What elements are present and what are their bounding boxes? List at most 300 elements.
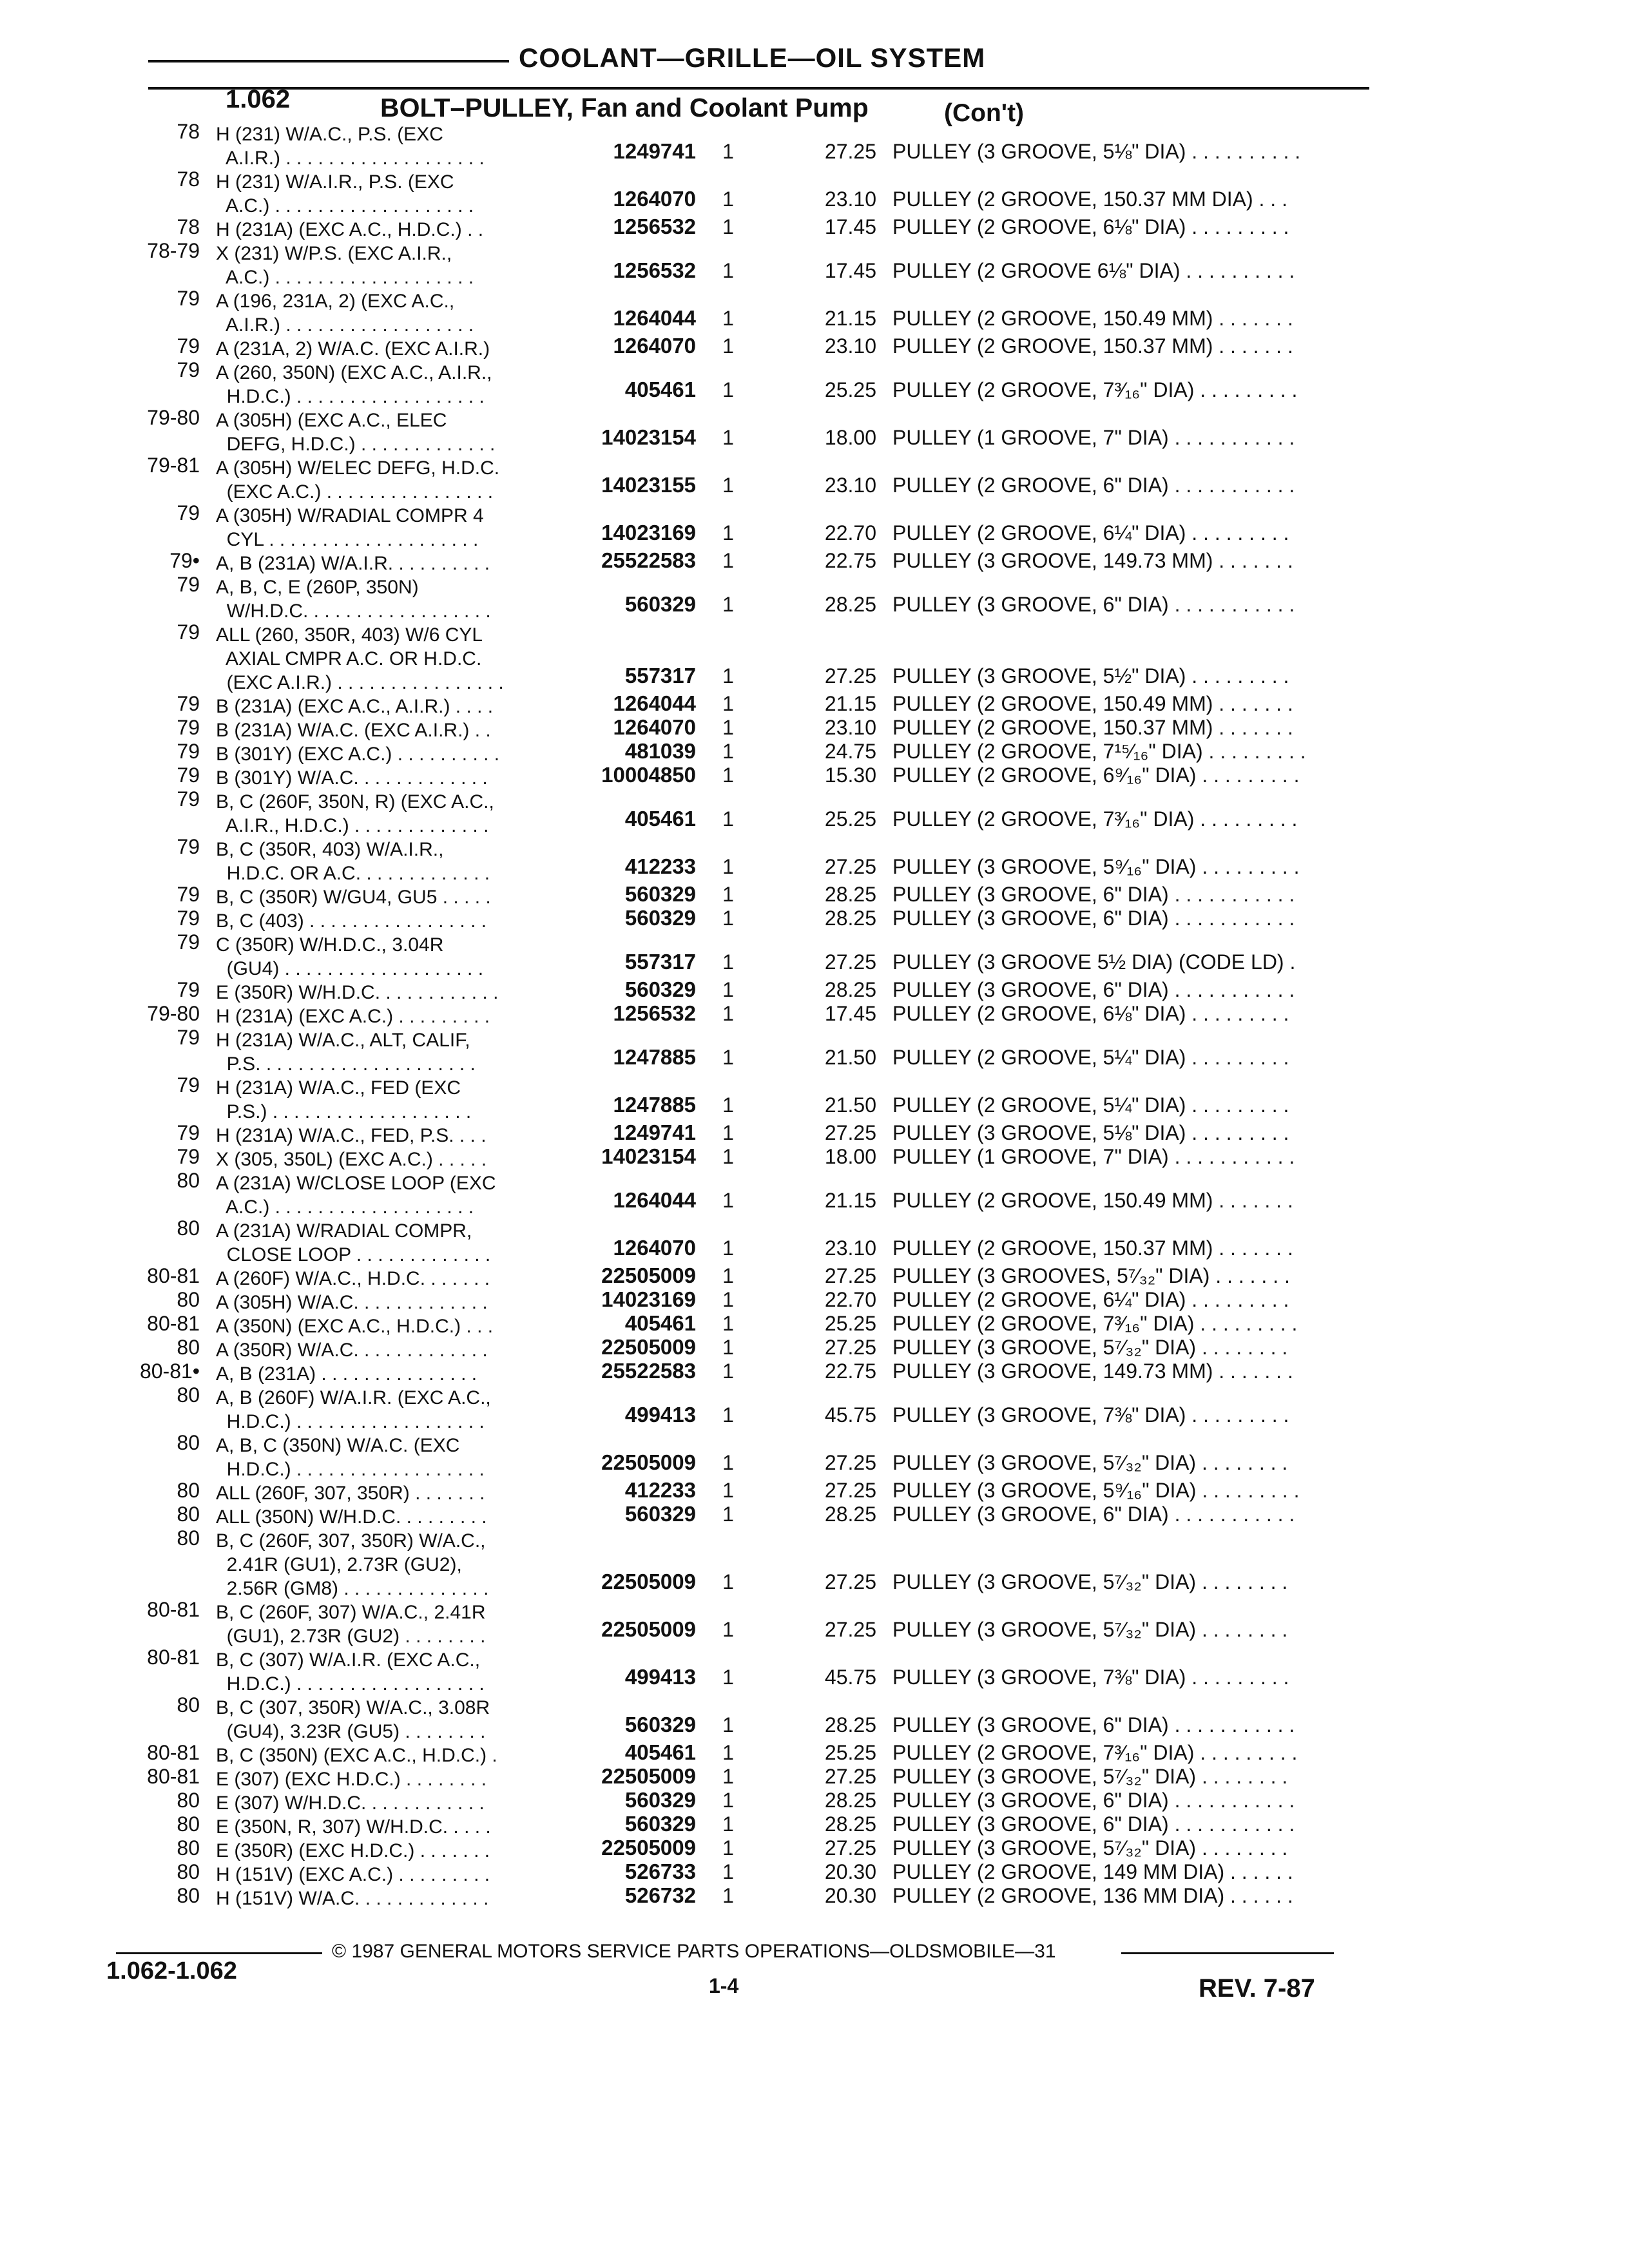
row-price: 27.25: [824, 1264, 876, 1287]
row-years: 79: [177, 930, 200, 954]
row-part-number: 1264070: [613, 187, 696, 211]
parts-row: [0, 1884, 1629, 1908]
row-part-number: 1264044: [613, 1188, 696, 1212]
row-price: 17.45: [824, 215, 876, 238]
row-application: E (307) (EXC H.D.C.) . . . . . . . .: [216, 1769, 487, 1790]
parts-row: [0, 1479, 1629, 1503]
page-title: COOLANT—GRILLE—OIL SYSTEM: [519, 43, 986, 73]
row-price: 21.15: [824, 1189, 876, 1212]
row-years: 79: [177, 1121, 200, 1144]
row-years: 80: [177, 1693, 200, 1716]
row-price: 25.25: [824, 1312, 876, 1335]
row-price: 23.10: [824, 474, 876, 497]
row-part-name: PULLEY (3 GROOVE, 5⅛" DIA) . . . . . . . . .: [892, 1121, 1289, 1144]
parts-row: [0, 1312, 1629, 1336]
row-part-number: 405461: [624, 1740, 696, 1764]
row-years: 79: [177, 835, 200, 858]
row-price: 45.75: [824, 1666, 876, 1689]
row-quantity: 1: [722, 549, 734, 572]
row-quantity: 1: [722, 1121, 734, 1144]
row-quantity: 1: [722, 1618, 734, 1641]
parts-row: [0, 740, 1629, 764]
row-application: H (231A) W/A.C., ALT, CALIF, P.S. . . . . . . . . . . . . . . . . . . . .: [216, 1030, 476, 1075]
row-part-name: PULLEY (3 GROOVE, 5½" DIA) . . . . . . . . .: [892, 664, 1289, 687]
row-quantity: 1: [722, 259, 734, 282]
row-quantity: 1: [722, 740, 734, 763]
parts-row: [0, 835, 1629, 883]
parts-row: [0, 358, 1629, 406]
row-years: 80: [177, 1789, 200, 1812]
row-part-name: PULLEY (2 GROOVE, 5¼" DIA) . . . . . . . . .: [892, 1046, 1289, 1069]
row-years: 80: [177, 1431, 200, 1454]
row-quantity: 1: [722, 664, 734, 687]
row-application: B, C (307, 350R) W/A.C., 3.08R (GU4), 3.23R (GU5) . . . . . . . .: [216, 1697, 490, 1742]
row-years: 80-81•: [139, 1360, 200, 1383]
row-quantity: 1: [722, 692, 734, 715]
row-years: 80: [177, 1383, 200, 1407]
row-part-name: PULLEY (2 GROOVE, 6¼" DIA) . . . . . . . . .: [892, 521, 1289, 544]
row-part-number: 481039: [624, 739, 696, 763]
row-quantity: 1: [722, 1479, 734, 1502]
row-years: 80: [177, 1216, 200, 1240]
row-application: A (350N) (EXC A.C., H.D.C.) . . .: [216, 1316, 494, 1337]
row-years: 80-81: [147, 1765, 200, 1788]
row-price: 22.75: [824, 1360, 876, 1383]
row-years: 79-80: [147, 406, 200, 429]
row-price: 21.15: [824, 692, 876, 715]
row-quantity: 1: [722, 1046, 734, 1069]
section-continued-label: (Con't): [944, 99, 1025, 127]
row-application: H (231A) W/A.C., FED (EXC P.S.) . . . . . . . . . . . . . . . . . . .: [216, 1077, 472, 1122]
row-application: E (350N, R, 307) W/H.D.C. . . . .: [216, 1816, 491, 1838]
row-part-name: PULLEY (3 GROOVE, 6" DIA) . . . . . . . . . . .: [892, 907, 1295, 930]
row-years: 79: [177, 1073, 200, 1097]
row-years: 79: [177, 573, 200, 596]
row-application: H (151V) W/A.C. . . . . . . . . . . . .: [216, 1888, 489, 1909]
parts-row: [0, 1789, 1629, 1812]
row-application: B, C (350R, 403) W/A.I.R., H.D.C. OR A.C. . . . . . . . . . . . .: [216, 839, 490, 884]
row-part-name: PULLEY (2 GROOVE, 149 MM DIA) . . . . . .: [892, 1860, 1293, 1883]
row-quantity: 1: [722, 1360, 734, 1383]
row-price: 21.15: [824, 307, 876, 330]
row-application: E (307) W/H.D.C. . . . . . . . . . . .: [216, 1792, 485, 1814]
row-application: A, B (260F) W/A.I.R. (EXC A.C., H.D.C.) . . . . . . . . . . . . . . . . . .: [216, 1387, 491, 1432]
row-years: 80: [177, 1812, 200, 1836]
row-part-name: PULLEY (3 GROOVE, 6" DIA) . . . . . . . . . . .: [892, 978, 1295, 1001]
parts-row: [0, 883, 1629, 907]
row-quantity: 1: [722, 855, 734, 878]
row-part-number: 25522583: [601, 548, 696, 572]
row-price: 20.30: [824, 1860, 876, 1883]
row-part-name: PULLEY (3 GROOVE, 6" DIA) . . . . . . . . . . .: [892, 593, 1295, 616]
row-quantity: 1: [722, 1403, 734, 1427]
row-years: 78: [177, 168, 200, 191]
row-years: 79-81: [147, 454, 200, 477]
copyright-line: © 1987 GENERAL MOTORS SERVICE PARTS OPERATIONS—OLDSMOBILE—31: [332, 1941, 1056, 1962]
row-part-number: 412233: [624, 1478, 696, 1502]
row-part-name: PULLEY (2 GROOVE, 150.37 MM) . . . . . . .: [892, 1236, 1293, 1260]
page-range: 1.062-1.062: [106, 1957, 237, 1984]
row-price: 28.25: [824, 1789, 876, 1812]
row-application: A (231A, 2) W/A.C. (EXC A.I.R.): [216, 338, 490, 360]
row-part-number: 560329: [624, 1788, 696, 1812]
row-part-number: 22505009: [601, 1570, 696, 1593]
parts-row: [0, 215, 1629, 239]
row-years: 79: [177, 1026, 200, 1049]
row-quantity: 1: [722, 764, 734, 787]
row-application: A (350R) W/A.C. . . . . . . . . . . . .: [216, 1340, 488, 1361]
row-part-name: PULLEY (3 GROOVE 5½ DIA) (CODE LD) .: [892, 950, 1296, 974]
row-quantity: 1: [722, 950, 734, 974]
row-part-number: 560329: [624, 1812, 696, 1836]
row-application: A (231A) W/RADIAL COMPR, CLOSE LOOP . . . . . . . . . . . . .: [216, 1220, 491, 1265]
row-quantity: 1: [722, 1789, 734, 1812]
row-quantity: 1: [722, 1288, 734, 1311]
row-application: B, C (403) . . . . . . . . . . . . . . . . .: [216, 910, 487, 932]
page-number: 1-4: [709, 1974, 739, 1997]
row-part-name: PULLEY (3 GROOVE, 6" DIA) . . . . . . . . . . .: [892, 1713, 1295, 1736]
row-years: 80-81: [147, 1598, 200, 1621]
row-years: 79: [177, 287, 200, 310]
row-quantity: 1: [722, 187, 734, 211]
row-part-name: PULLEY (2 GROOVE, 6⁹⁄₁₆" DIA) . . . . . . . . .: [892, 764, 1300, 787]
row-years: 79: [177, 883, 200, 906]
row-part-number: 560329: [624, 1713, 696, 1736]
row-quantity: 1: [722, 426, 734, 449]
row-years: 79: [177, 716, 200, 739]
row-part-number: 10004850: [601, 763, 696, 787]
row-price: 22.70: [824, 1288, 876, 1311]
row-price: 18.00: [824, 1145, 876, 1168]
parts-row: [0, 334, 1629, 358]
row-price: 27.25: [824, 950, 876, 974]
row-price: 28.25: [824, 978, 876, 1001]
parts-row: [0, 1765, 1629, 1789]
row-quantity: 1: [722, 883, 734, 906]
row-years: 80-81: [147, 1646, 200, 1669]
row-part-number: 560329: [624, 592, 696, 616]
parts-row: [0, 907, 1629, 930]
row-part-number: 22505009: [601, 1836, 696, 1860]
row-part-name: PULLEY (3 GROOVE, 5⅛" DIA) . . . . . . . . . .: [892, 140, 1301, 163]
row-part-number: 22505009: [601, 1450, 696, 1474]
parts-row: [0, 1360, 1629, 1383]
row-quantity: 1: [722, 1312, 734, 1335]
parts-row: [0, 1169, 1629, 1216]
row-quantity: 1: [722, 1264, 734, 1287]
row-quantity: 1: [722, 521, 734, 544]
row-part-number: 1264044: [613, 691, 696, 715]
row-application: X (231) W/P.S. (EXC A.I.R., A.C.) . . . . . . . . . . . . . . . . . . .: [216, 243, 474, 288]
row-application: C (350R) W/H.D.C., 3.04R (GU4) . . . . . . . . . . . . . . . . . . .: [216, 934, 484, 979]
parts-row: [0, 1646, 1629, 1693]
row-part-number: 14023169: [601, 521, 696, 544]
footer-rule-left: [116, 1952, 322, 1954]
row-price: 27.25: [824, 1451, 876, 1474]
row-part-name: PULLEY (2 GROOVE, 6" DIA) . . . . . . . . . . .: [892, 474, 1295, 497]
row-part-name: PULLEY (2 GROOVE, 6⅛" DIA) . . . . . . . . .: [892, 215, 1289, 238]
row-years: 80: [177, 1288, 200, 1311]
row-quantity: 1: [722, 1741, 734, 1764]
parts-row: [0, 1121, 1629, 1145]
parts-row: [0, 120, 1629, 168]
row-application: A (260F) W/A.C., H.D.C. . . . . . .: [216, 1268, 490, 1289]
row-price: 27.25: [824, 1336, 876, 1359]
row-years: 80-81: [147, 1264, 200, 1287]
row-part-name: PULLEY (3 GROOVE, 6" DIA) . . . . . . . . . . .: [892, 883, 1295, 906]
row-years: 79: [177, 620, 200, 644]
row-quantity: 1: [722, 978, 734, 1001]
row-part-number: 560329: [624, 882, 696, 906]
row-quantity: 1: [722, 1189, 734, 1212]
row-part-number: 1256532: [613, 1001, 696, 1025]
row-quantity: 1: [722, 307, 734, 330]
row-quantity: 1: [722, 334, 734, 358]
parts-row: [0, 930, 1629, 978]
row-quantity: 1: [722, 140, 734, 163]
row-part-number: 22505009: [601, 1335, 696, 1359]
row-price: 28.25: [824, 883, 876, 906]
row-part-name: PULLEY (3 GROOVE, 5⁹⁄₁₆" DIA) . . . . . . . . .: [892, 855, 1300, 878]
row-price: 21.50: [824, 1093, 876, 1117]
row-price: 28.25: [824, 1812, 876, 1836]
row-part-name: PULLEY (3 GROOVES, 5⁷⁄₃₂" DIA) . . . . . . .: [892, 1264, 1290, 1287]
row-part-number: 557317: [624, 950, 696, 974]
row-part-number: 1249741: [613, 1120, 696, 1144]
row-years: 80: [177, 1479, 200, 1502]
parts-row: [0, 764, 1629, 787]
row-part-name: PULLEY (2 GROOVE, 6⅛" DIA) . . . . . . . . .: [892, 1002, 1289, 1025]
row-part-name: PULLEY (3 GROOVE, 149.73 MM) . . . . . . .: [892, 549, 1293, 572]
row-years: 80: [177, 1336, 200, 1359]
row-years: 79: [177, 334, 200, 358]
row-part-number: 560329: [624, 1502, 696, 1526]
row-application: A, B, C (350N) W/A.C. (EXC H.D.C.) . . . . . . . . . . . . . . . . . .: [216, 1435, 485, 1480]
row-part-number: 14023154: [601, 1144, 696, 1168]
row-part-name: PULLEY (2 GROOVE, 7¹⁵⁄₁₆" DIA) . . . . . . . . .: [892, 740, 1306, 763]
row-part-name: PULLEY (3 GROOVE, 5⁹⁄₁₆" DIA) . . . . . . . . .: [892, 1479, 1300, 1502]
row-price: 22.75: [824, 549, 876, 572]
row-price: 18.00: [824, 426, 876, 449]
section-title: BOLT–PULLEY, Fan and Coolant Pump: [380, 93, 869, 122]
row-application: B, C (260F, 307) W/A.C., 2.41R (GU1), 2.73R (GU2) . . . . . . . .: [216, 1602, 486, 1647]
row-part-name: PULLEY (3 GROOVE, 7⅜" DIA) . . . . . . . . .: [892, 1666, 1289, 1689]
row-part-number: 499413: [624, 1665, 696, 1689]
row-application: B (231A) W/A.C. (EXC A.I.R.) . .: [216, 720, 491, 741]
row-part-number: 526732: [624, 1883, 696, 1907]
row-quantity: 1: [722, 1002, 734, 1025]
row-years: 80: [177, 1836, 200, 1860]
row-application: ALL (260, 350R, 403) W/6 CYL AXIAL CMPR A.C. OR H.D.C. (EXC A.I.R.) . . . . . . . . . . . . . . . .: [216, 624, 504, 693]
row-part-name: PULLEY (3 GROOVE, 6" DIA) . . . . . . . . . . .: [892, 1812, 1295, 1836]
row-application: A (305H) W/ELEC DEFG, H.D.C. (EXC A.C.) . . . . . . . . . . . . . . . .: [216, 457, 500, 503]
parts-row: [0, 1860, 1629, 1884]
row-years: 79: [177, 740, 200, 763]
parts-row: [0, 168, 1629, 215]
row-price: 28.25: [824, 593, 876, 616]
row-price: 27.25: [824, 1570, 876, 1593]
row-quantity: 1: [722, 1884, 734, 1907]
row-price: 24.75: [824, 740, 876, 763]
row-price: 25.25: [824, 807, 876, 831]
row-application: B (301Y) (EXC A.C.) . . . . . . . . . .: [216, 744, 500, 765]
row-part-name: PULLEY (2 GROOVE, 5¼" DIA) . . . . . . . . .: [892, 1093, 1289, 1117]
row-years: 79: [177, 764, 200, 787]
row-quantity: 1: [722, 1336, 734, 1359]
parts-row: [0, 406, 1629, 454]
row-part-number: 412233: [624, 854, 696, 878]
row-part-name: PULLEY (3 GROOVE, 7⅜" DIA) . . . . . . . . .: [892, 1403, 1289, 1427]
row-part-name: PULLEY (2 GROOVE, 6¼" DIA) . . . . . . . . .: [892, 1288, 1289, 1311]
row-part-name: PULLEY (2 GROOVE, 150.49 MM) . . . . . . .: [892, 307, 1293, 330]
row-application: B, C (260F, 307, 350R) W/A.C., 2.41R (GU1), 2.73R (GU2), 2.56R (GM8) . . . . . . . . . . . . . .: [216, 1530, 489, 1599]
row-price: 15.30: [824, 764, 876, 787]
row-application: X (305, 350L) (EXC A.C.) . . . . .: [216, 1149, 487, 1170]
row-years: 78-79: [147, 239, 200, 262]
row-part-number: 1256532: [613, 258, 696, 282]
row-application: H (231A) (EXC A.C.) . . . . . . . . .: [216, 1006, 490, 1027]
row-quantity: 1: [722, 1093, 734, 1117]
row-part-name: PULLEY (2 GROOVE, 150.49 MM) . . . . . . .: [892, 692, 1293, 715]
row-quantity: 1: [722, 1145, 734, 1168]
row-application: E (350R) W/H.D.C. . . . . . . . . . . .: [216, 982, 499, 1003]
row-price: 23.10: [824, 187, 876, 211]
parts-row: [0, 1264, 1629, 1288]
row-years: 80: [177, 1503, 200, 1526]
row-years: 78: [177, 215, 200, 238]
parts-row: [0, 1741, 1629, 1765]
row-years: 80: [177, 1860, 200, 1883]
parts-row: [0, 501, 1629, 549]
row-application: B, C (350N) (EXC A.C., H.D.C.) .: [216, 1745, 497, 1766]
row-application: ALL (260F, 307, 350R) . . . . . . .: [216, 1483, 485, 1504]
row-price: 20.30: [824, 1884, 876, 1907]
row-price: 23.10: [824, 334, 876, 358]
row-application: A, B (231A) W/A.I.R. . . . . . . . . .: [216, 553, 490, 574]
row-part-number: 405461: [624, 378, 696, 401]
revision-label: REV. 7-87: [1199, 1974, 1315, 2003]
row-application: H (231A) W/A.C., FED, P.S. . . .: [216, 1125, 487, 1146]
row-price: 27.25: [824, 1618, 876, 1641]
row-price: 28.25: [824, 1713, 876, 1736]
row-part-name: PULLEY (2 GROOVE, 150.49 MM) . . . . . . .: [892, 1189, 1293, 1212]
row-price: 27.25: [824, 1765, 876, 1788]
row-part-name: PULLEY (3 GROOVE, 5⁷⁄₃₂" DIA) . . . . . . . .: [892, 1451, 1288, 1474]
row-application: A (305H) W/RADIAL COMPR 4 CYL . . . . . . . . . . . . . . . . . . . .: [216, 505, 484, 550]
page-footer: [0, 1933, 1629, 2268]
row-application: A (305H) (EXC A.C., ELEC DEFG, H.D.C.) . . . . . . . . . . . . .: [216, 410, 496, 455]
row-part-name: PULLEY (2 GROOVE, 7³⁄₁₆" DIA) . . . . . . . . .: [892, 378, 1298, 401]
row-price: 27.25: [824, 855, 876, 878]
row-part-number: 560329: [624, 906, 696, 930]
row-application: E (350R) (EXC H.D.C.) . . . . . . .: [216, 1840, 490, 1861]
row-quantity: 1: [722, 807, 734, 831]
row-application: B, C (307) W/A.I.R. (EXC A.C., H.D.C.) . . . . . . . . . . . . . . . . . .: [216, 1649, 485, 1695]
parts-row: [0, 716, 1629, 740]
row-part-number: 22505009: [601, 1617, 696, 1641]
row-years: 79: [177, 787, 200, 811]
row-years: 79: [177, 358, 200, 381]
row-part-name: PULLEY (3 GROOVE, 6" DIA) . . . . . . . . . . .: [892, 1503, 1295, 1526]
footer-rule-right: [1121, 1952, 1334, 1954]
row-years: 79•: [169, 549, 200, 572]
row-price: 25.25: [824, 1741, 876, 1764]
row-application: H (231A) (EXC A.C., H.D.C.) . .: [216, 219, 484, 240]
row-part-number: 1247885: [613, 1093, 696, 1117]
row-part-name: PULLEY (1 GROOVE, 7" DIA) . . . . . . . . . . .: [892, 1145, 1295, 1168]
row-part-name: PULLEY (2 GROOVE, 150.37 MM DIA) . . .: [892, 187, 1287, 211]
row-years: 79-80: [147, 1002, 200, 1025]
row-part-number: 526733: [624, 1860, 696, 1883]
row-part-number: 405461: [624, 1311, 696, 1335]
parts-row: [0, 1002, 1629, 1026]
row-years: 79: [177, 978, 200, 1001]
row-part-name: PULLEY (2 GROOVE, 136 MM DIA) . . . . . .: [892, 1884, 1293, 1907]
row-part-number: 1249741: [613, 139, 696, 163]
row-part-number: 14023155: [601, 473, 696, 497]
parts-row: [0, 1216, 1629, 1264]
row-price: 27.25: [824, 1121, 876, 1144]
row-quantity: 1: [722, 215, 734, 238]
row-part-number: 1256532: [613, 215, 696, 238]
row-application: A (260, 350N) (EXC A.C., A.I.R., H.D.C.) . . . . . . . . . . . . . . . . . .: [216, 362, 492, 407]
row-price: 17.45: [824, 259, 876, 282]
row-price: 27.25: [824, 1836, 876, 1860]
parts-row: [0, 239, 1629, 287]
parts-row: [0, 692, 1629, 716]
row-years: 80: [177, 1526, 200, 1550]
row-application: A (196, 231A, 2) (EXC A.C., A.I.R.) . . . . . . . . . . . . . . . . . .: [216, 291, 474, 336]
parts-row: [0, 1288, 1629, 1312]
row-part-number: 405461: [624, 807, 696, 831]
row-price: 23.10: [824, 1236, 876, 1260]
row-part-number: 499413: [624, 1403, 696, 1427]
row-quantity: 1: [722, 1860, 734, 1883]
row-quantity: 1: [722, 378, 734, 401]
row-quantity: 1: [722, 1503, 734, 1526]
row-price: 27.25: [824, 140, 876, 163]
row-price: 21.50: [824, 1046, 876, 1069]
parts-row: [0, 978, 1629, 1002]
parts-row: [0, 1336, 1629, 1360]
row-part-number: 22505009: [601, 1764, 696, 1788]
row-quantity: 1: [722, 593, 734, 616]
parts-row: [0, 1836, 1629, 1860]
row-part-name: PULLEY (1 GROOVE, 7" DIA) . . . . . . . . . . .: [892, 426, 1295, 449]
row-part-name: PULLEY (2 GROOVE, 7³⁄₁₆" DIA) . . . . . . . . .: [892, 807, 1298, 831]
parts-row: [0, 1812, 1629, 1836]
row-part-name: PULLEY (2 GROOVE 6⅛" DIA) . . . . . . . . . .: [892, 259, 1295, 282]
parts-row: [0, 1526, 1629, 1598]
row-part-name: PULLEY (3 GROOVE, 149.73 MM) . . . . . . .: [892, 1360, 1293, 1383]
row-part-name: PULLEY (3 GROOVE, 5⁷⁄₃₂" DIA) . . . . . . . .: [892, 1336, 1288, 1359]
row-years: 80: [177, 1884, 200, 1907]
row-part-name: PULLEY (3 GROOVE, 6" DIA) . . . . . . . . . . .: [892, 1789, 1295, 1812]
row-application: ALL (350N) W/H.D.C. . . . . . . . .: [216, 1506, 487, 1528]
row-application: H (231) W/A.I.R., P.S. (EXC A.C.) . . . . . . . . . . . . . . . . . . .: [216, 171, 474, 216]
parts-row: [0, 287, 1629, 334]
row-part-name: PULLEY (3 GROOVE, 5⁷⁄₃₂" DIA) . . . . . . . .: [892, 1618, 1288, 1641]
row-years: 80: [177, 1169, 200, 1192]
row-price: 45.75: [824, 1403, 876, 1427]
row-application: B, C (260F, 350N, R) (EXC A.C., A.I.R., H.D.C.) . . . . . . . . . . . . .: [216, 791, 494, 836]
row-application: A, B, C, E (260P, 350N) W/H.D.C. . . . . . . . . . . . . . . . . .: [216, 577, 491, 622]
parts-row: [0, 1598, 1629, 1646]
row-quantity: 1: [722, 1713, 734, 1736]
row-part-number: 1264070: [613, 334, 696, 358]
row-price: 22.70: [824, 521, 876, 544]
row-years: 79: [177, 501, 200, 524]
